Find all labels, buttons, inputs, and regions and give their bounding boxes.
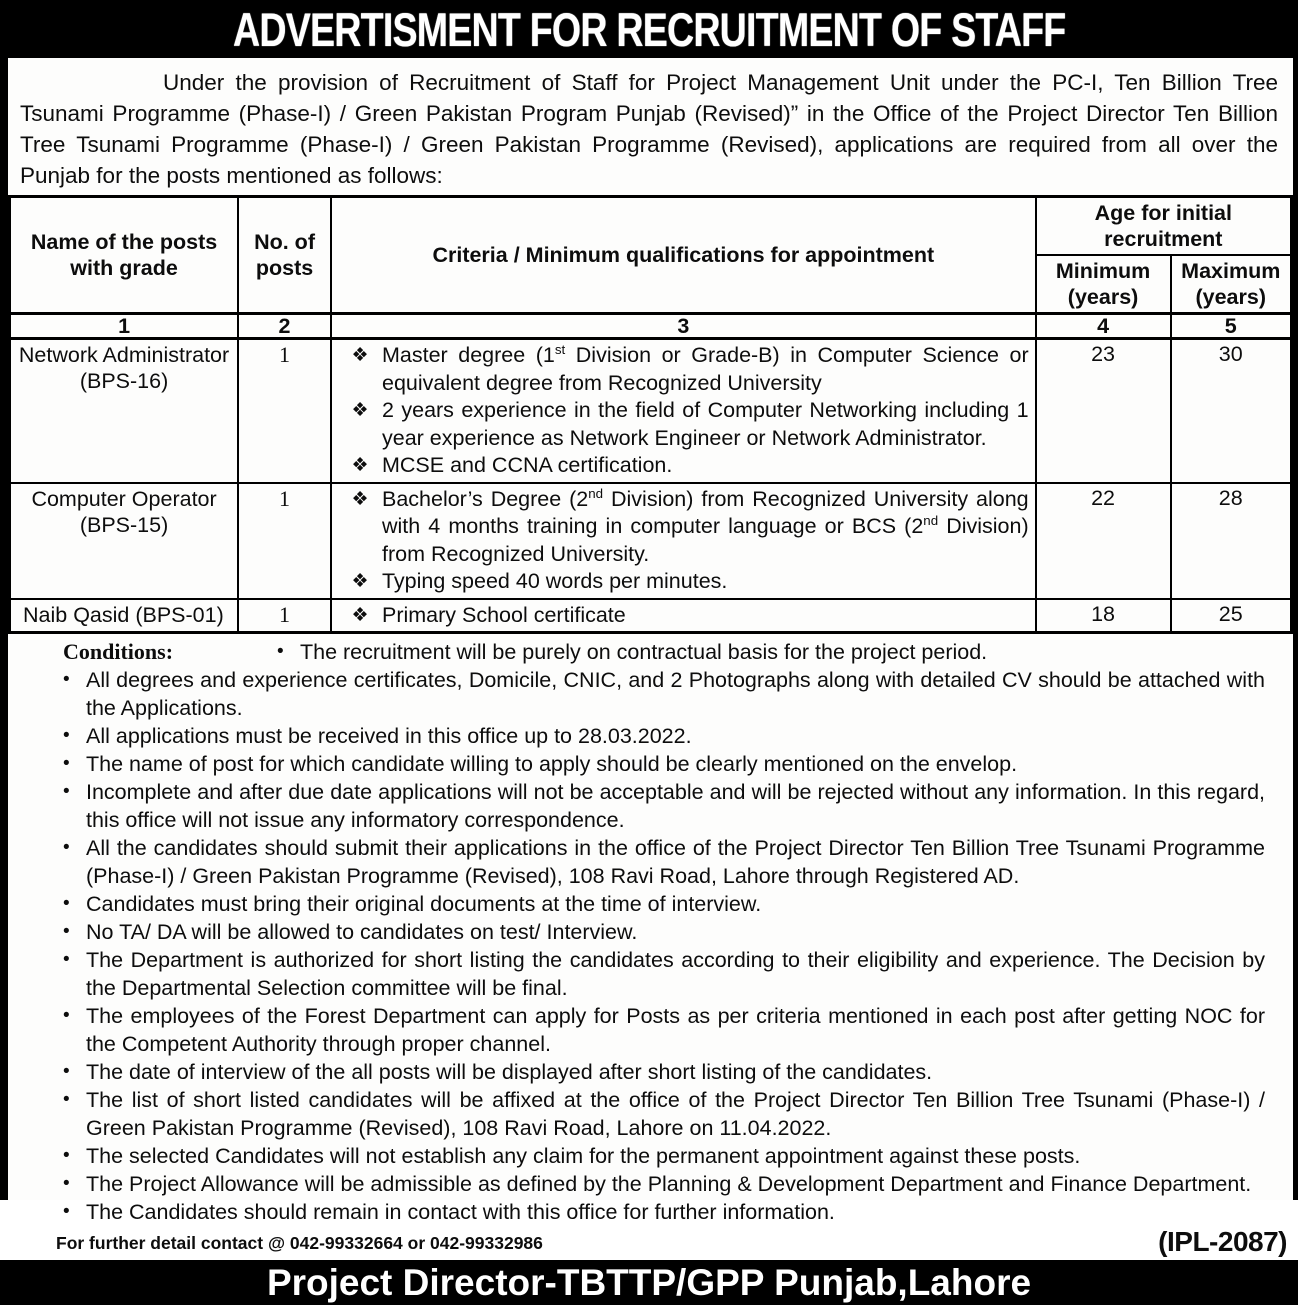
condition-item-text: The recruitment will be purely on contractual basis for the project period.	[300, 640, 988, 664]
post-name-cell: Naib Qasid (BPS-01)	[10, 599, 239, 633]
bullet-icon: •	[63, 921, 70, 942]
condition-item-text: The date of interview of the all posts will be displayed after short listing of the candidates.	[86, 1060, 933, 1084]
col-header-num-posts: No. of posts	[238, 197, 331, 314]
condition-item	[56, 1002, 1265, 1058]
condition-item	[56, 946, 1265, 1002]
bullet-icon: •	[63, 893, 70, 914]
diamond-bullet-icon: ❖	[351, 488, 369, 510]
criteria-item-text: 2 years experience in the field of Computer Networking including 1 year experience as Network Engineer or Network Administrator.	[381, 398, 1029, 450]
intro-paragraph: Under the provision of Recruitment of Staff for Project Management Unit under the PC-I, Ten Billion Tree Tsunami Programme (Phase-I) / Green Pakistan Program Punjab (Revised)” in the Office of the Project Director Ten Billion Tree Tsunami Programme (Phase-I) / Green Pakistan Programme (Revised), applications are required from all over the Punjab for the posts mentioned as follows:	[20, 70, 1278, 188]
post-name-cell: Computer Operator (BPS-15)	[10, 483, 239, 599]
max-age-cell: 25	[1171, 599, 1292, 633]
col-header-min-years: Minimum (years)	[1036, 255, 1171, 314]
bullet-icon: •	[63, 781, 70, 802]
conditions-section	[8, 634, 1293, 1226]
bullet-icon: •	[63, 753, 70, 774]
num-posts-cell: 1	[238, 483, 331, 599]
footer-info-row	[8, 1226, 1293, 1260]
bullet-icon: •	[63, 949, 70, 970]
criteria-item	[338, 602, 1029, 630]
col-header-age-group: Age for initial recruitment	[1036, 197, 1292, 256]
column-index-1: 1	[10, 314, 239, 339]
criteria-item	[338, 568, 1029, 596]
table-row	[10, 483, 1292, 599]
posts-table	[8, 195, 1293, 634]
bullet-icon: •	[63, 1061, 70, 1082]
title-banner	[0, 0, 1298, 58]
criteria-item-text: Master degree (1st Division or Grade-B) in Computer Science or equivalent degree from Recognized University	[381, 341, 1029, 395]
max-age-cell: 28	[1171, 483, 1292, 599]
criteria-cell	[331, 599, 1036, 633]
ipl-code: (IPL-2087)	[1158, 1226, 1287, 1257]
col-header-post: Name of the posts with grade	[10, 197, 239, 314]
condition-item-text: The selected Candidates will not establish any claim for the permanent appointment against these posts.	[86, 1144, 1081, 1168]
table-row	[10, 339, 1292, 483]
bullet-icon: •	[63, 725, 70, 746]
condition-item-text: The Project Allowance will be admissible as defined by the Planning & Development Department and Finance Department.	[86, 1172, 1252, 1196]
condition-item	[56, 1058, 1265, 1086]
bullet-icon: •	[63, 1005, 70, 1026]
condition-item	[56, 1170, 1265, 1198]
criteria-item-text: MCSE and CCNA certification.	[381, 453, 673, 477]
condition-item-text: The Department is authorized for short listing the candidates according to their eligibility and experience. The Decision by the Departmental Selection committee will be final.	[86, 948, 1265, 1000]
condition-item-text: No TA/ DA will be allowed to candidates on test/ Interview.	[86, 920, 638, 944]
criteria-item	[338, 397, 1029, 452]
posts-table-header	[10, 197, 1292, 339]
bullet-icon: •	[63, 1201, 70, 1222]
page-title: ADVERTISMENT FOR RECRUITMENT OF STAFF	[232, 2, 1066, 56]
min-age-cell: 23	[1036, 339, 1171, 483]
post-name-cell: Network Administrator (BPS-16)	[10, 339, 239, 483]
conditions-first-row	[56, 638, 1265, 666]
diamond-bullet-icon: ❖	[351, 400, 369, 421]
condition-item-text: The employees of the Forest Department can apply for Posts as per criteria mentioned in each post after getting NOC for the Competent Authority through proper channel.	[86, 1004, 1265, 1056]
footer-banner-title: Project Director-TBTTP/GPP Punjab,Lahore	[266, 1261, 1032, 1303]
criteria-item-text: Typing speed 40 words per minutes.	[381, 569, 728, 593]
table-row	[10, 599, 1292, 633]
contact-line: For further detail contact @ 042-99332664 or 042-99332986	[56, 1233, 543, 1253]
condition-item	[56, 750, 1265, 778]
posts-table-body	[10, 339, 1292, 633]
num-posts-cell: 1	[238, 599, 331, 633]
criteria-item-text: Bachelor’s Degree (2nd Division) from Recognized University along with 4 months training in computer language or BCS (2nd Division) from Recognized University.	[381, 485, 1029, 566]
condition-item-text: The list of short listed candidates will be affixed at the office of the Project Director Ten Billion Tree Tsunami (Phase-I) / Green Pakistan Programme (Revised), 108 Ravi Road, Lahore on 11.04.2022.	[86, 1088, 1265, 1140]
num-posts-cell: 1	[238, 339, 331, 483]
criteria-cell	[331, 483, 1036, 599]
col-header-max-years: Maximum (years)	[1171, 255, 1292, 314]
conditions-list	[56, 666, 1265, 1226]
condition-item-text: The Candidates should remain in contact with this office for further information.	[86, 1200, 835, 1224]
column-index-2: 2	[238, 314, 331, 339]
condition-item	[56, 722, 1265, 750]
condition-item-text: All applications must be received in this office up to 28.03.2022.	[86, 724, 692, 748]
min-age-cell: 18	[1036, 599, 1171, 633]
condition-item	[56, 1198, 1265, 1226]
condition-item	[56, 918, 1265, 946]
bullet-icon: •	[63, 1173, 70, 1194]
bullet-icon: •	[63, 837, 70, 858]
footer-banner	[0, 1260, 1298, 1305]
condition-item-text: All the candidates should submit their applications in the office of the Project Director Ten Billion Tree Tsunami Programme (Phase-I) / Green Pakistan Programme (Revised), 108 Ravi Road, Lahore through Registered AD.	[86, 836, 1265, 888]
diamond-bullet-icon: ❖	[351, 604, 369, 626]
col-header-criteria: Criteria / Minimum qualifications for appointment	[331, 197, 1036, 314]
criteria-cell	[331, 339, 1036, 483]
criteria-item	[338, 486, 1029, 569]
column-index-5: 5	[1171, 314, 1292, 339]
condition-item-text: The name of post for which candidate willing to apply should be clearly mentioned on the envelop.	[86, 752, 1018, 776]
condition-item	[56, 890, 1265, 918]
condition-item-text: All degrees and experience certificates, Domicile, CNIC, and 2 Photographs along with detailed CV should be attached with the Applications.	[86, 668, 1265, 720]
criteria-item-text: Primary School certificate	[381, 602, 626, 627]
condition-item	[56, 1086, 1265, 1142]
condition-item	[56, 778, 1265, 834]
diamond-bullet-icon: ❖	[351, 571, 369, 592]
criteria-item	[338, 452, 1029, 480]
conditions-label: Conditions:	[63, 639, 174, 664]
min-age-cell: 22	[1036, 483, 1171, 599]
diamond-bullet-icon: ❖	[351, 455, 369, 476]
column-index-row	[10, 314, 1292, 339]
condition-item-text: Candidates must bring their original documents at the time of interview.	[86, 892, 762, 916]
bullet-icon: •	[63, 1089, 70, 1110]
column-index-4: 4	[1036, 314, 1171, 339]
bullet-icon: •	[63, 669, 70, 690]
condition-item	[56, 666, 1265, 722]
criteria-item	[338, 342, 1029, 397]
bullet-icon: •	[63, 1145, 70, 1166]
max-age-cell: 30	[1171, 339, 1292, 483]
condition-item-text: Incomplete and after due date applications will not be acceptable and will be rejected without any information. In this regard, this office will not issue any informatory correspondence.	[86, 780, 1265, 832]
condition-item	[56, 834, 1265, 890]
condition-item	[56, 1142, 1265, 1170]
column-index-3: 3	[331, 314, 1036, 339]
diamond-bullet-icon: ❖	[351, 345, 369, 366]
bullet-icon: •	[277, 641, 284, 662]
